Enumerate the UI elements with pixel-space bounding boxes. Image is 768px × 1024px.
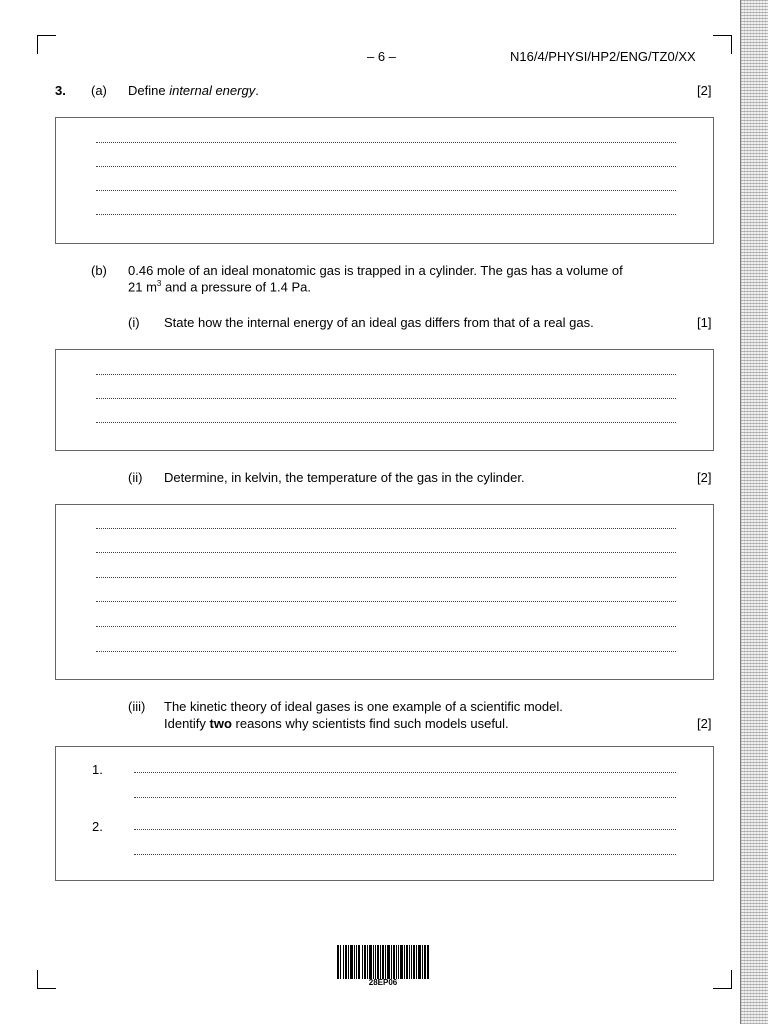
sub-ii-marks: [2] [697, 470, 712, 485]
answer-line[interactable] [134, 797, 676, 798]
sub-iii-marks: [2] [697, 716, 712, 731]
answer-line[interactable] [96, 626, 676, 627]
part-a-text: Define internal energy. [128, 83, 259, 98]
answer-line[interactable] [134, 829, 676, 830]
answer-line[interactable] [96, 398, 676, 399]
part-a-marks: [2] [697, 83, 712, 98]
answer-box-a[interactable] [55, 117, 714, 244]
answer-line[interactable] [96, 577, 676, 578]
sub-iii-line2: Identify two reasons why scientists find such models useful. [164, 716, 509, 731]
part-b-line2: 21 $m^3$ and a pressure of 1.4 Pa. [128, 279, 311, 295]
answer-line[interactable] [134, 854, 676, 855]
sub-iii-label: (iii) [128, 699, 146, 714]
barcode-text: 28EP06 [368, 978, 398, 987]
sub-i-marks: [1] [697, 315, 712, 330]
paper-code: N16/4/PHYSI/HP2/ENG/TZ0/XX [510, 49, 696, 64]
answer-box-b-i[interactable] [55, 349, 714, 451]
part-b-label: (b) [91, 263, 107, 278]
answer-line[interactable] [96, 142, 676, 143]
margin-strip [740, 0, 768, 1024]
part-a-label: (a) [91, 83, 107, 98]
sub-ii-text: Determine, in kelvin, the temperature of the gas in the cylinder. [164, 470, 525, 485]
sub-ii-label: (ii) [128, 470, 143, 485]
answer-box-b-ii[interactable] [55, 504, 714, 680]
answer-line[interactable] [96, 190, 676, 191]
page-number: – 6 – [367, 49, 396, 64]
answer-line[interactable] [96, 601, 676, 602]
answer-line[interactable] [96, 422, 676, 423]
answer-line[interactable] [96, 651, 676, 652]
sub-i-label: (i) [128, 315, 140, 330]
crop-mark-bottom-left [37, 970, 56, 989]
answer-line[interactable] [96, 166, 676, 167]
barcode [335, 945, 431, 987]
crop-mark-top-right [713, 35, 732, 54]
answer-line[interactable] [96, 374, 676, 375]
crop-mark-top-left [37, 35, 56, 54]
answer-number-2: 2. [92, 819, 103, 834]
answer-box-b-iii[interactable] [55, 746, 714, 881]
answer-line[interactable] [96, 528, 676, 529]
question-number: 3. [55, 83, 66, 98]
answer-line[interactable] [96, 214, 676, 215]
sub-i-text: State how the internal energy of an ideal gas differs from that of a real gas. [164, 315, 594, 330]
part-b-line1: 0.46 mole of an ideal monatomic gas is trapped in a cylinder. The gas has a volume of [128, 263, 623, 278]
answer-line[interactable] [134, 772, 676, 773]
answer-number-1: 1. [92, 762, 103, 777]
sub-iii-line1: The kinetic theory of ideal gases is one example of a scientific model. [164, 699, 563, 714]
answer-line[interactable] [96, 552, 676, 553]
crop-mark-bottom-right [713, 970, 732, 989]
